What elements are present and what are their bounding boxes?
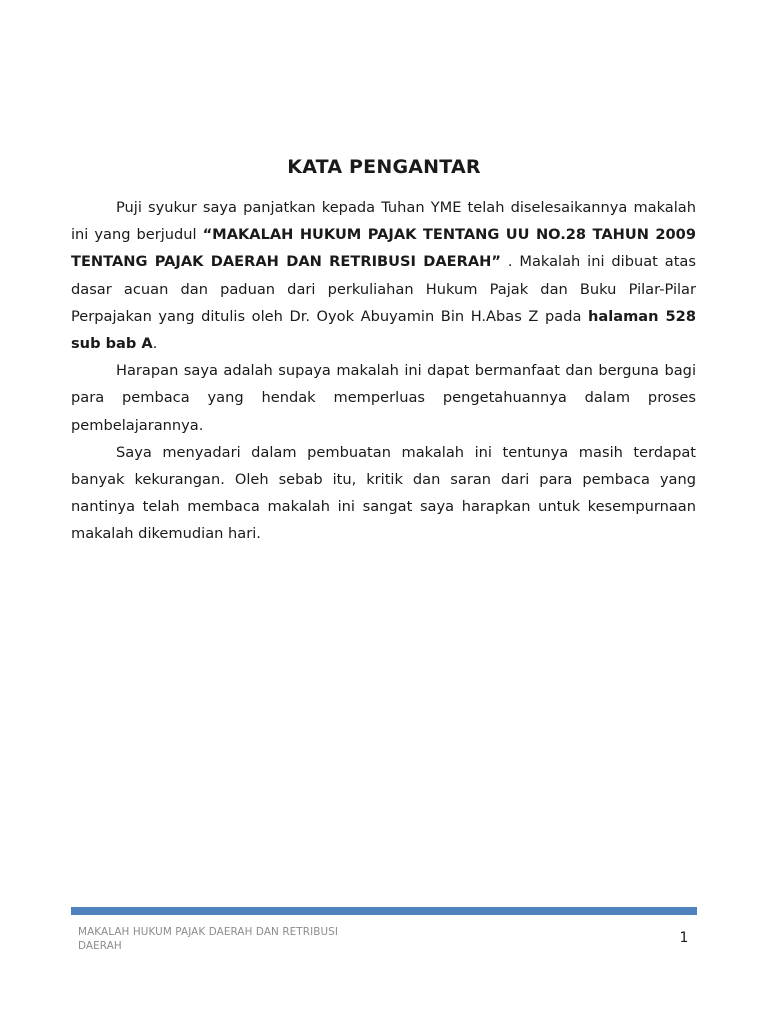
paragraph-1: [71, 194, 696, 357]
footer-title: MAKALAH HUKUM PAJAK DAERAH DAN RETRIBUSI DAERAH: [78, 926, 339, 952]
paragraph-1-bold-title: “MAKALAH HUKUM PAJAK TENTANG UU NO.28 TAHUN 2009 TENTANG PAJAK DAERAH DAN RETRIBUSI DAERAH”: [71, 226, 696, 271]
paragraph-1-text-a: Puji syukur saya panjatkan kepada Tuhan YME telah diselesaikannya makalah ini yang berjudul: [71, 199, 696, 244]
paragraph-1-text-c: .: [152, 335, 158, 353]
document-body: [71, 194, 696, 548]
paragraph-1-text-b: . Makalah ini dibuat atas dasar acuan dan paduan dari perkuliahan Hukum Pajak dan Buku Pilar-Pilar Perpajakan yang ditulis oleh Dr. Oyok Abuyamin Bin H.Abas Z pada: [71, 253, 696, 325]
page-number: 1: [679, 930, 689, 946]
paragraph-3: Saya menyadari dalam pembuatan makalah ini tentunya masih terdapat banyak kekurangan. Oleh sebab itu, kritik dan saran dari para pembaca yang nantinya telah membaca makalah ini sangat saya harapkan untuk kesempurnaan makalah dikemudian hari.: [71, 443, 696, 543]
page-title: KATA PENGANTAR: [287, 155, 481, 178]
paragraph-1-bold-reference: halaman 528 sub bab A: [71, 307, 696, 353]
footer-bar: [71, 907, 697, 915]
paragraph-2: Harapan saya adalah supaya makalah ini dapat bermanfaat dan berguna bagi para pembaca yang hendak memperluas pengetahuannya dalam proses pembelajarannya.: [71, 362, 696, 434]
